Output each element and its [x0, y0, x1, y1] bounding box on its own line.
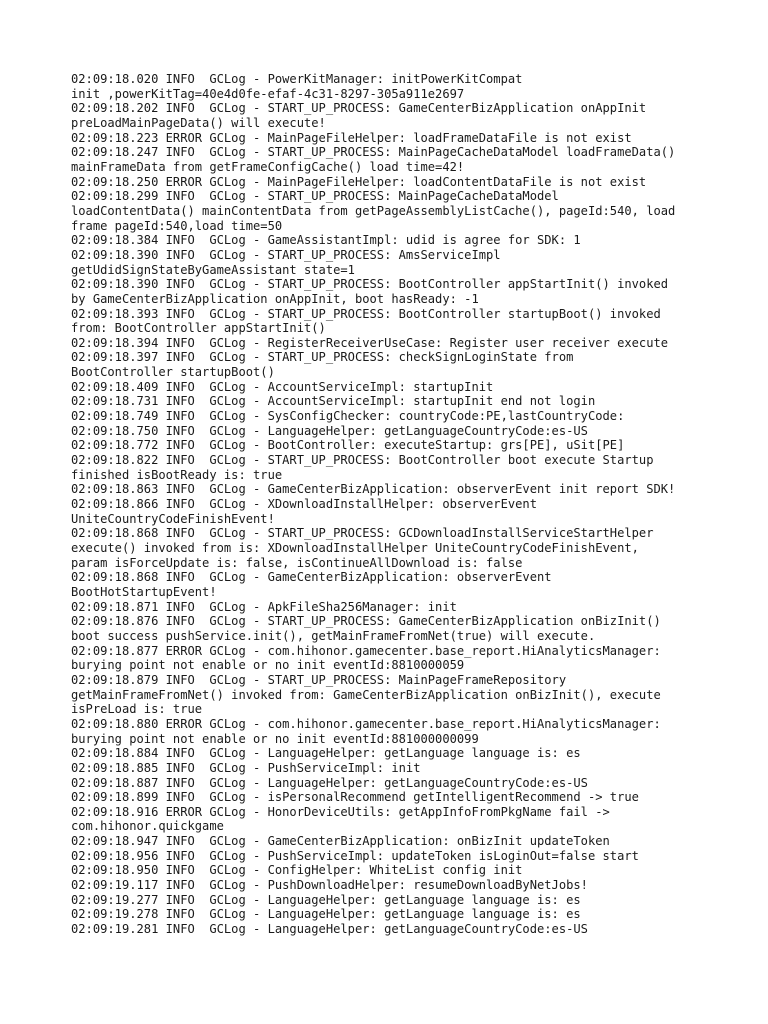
log-line: 02:09:18.876 INFO GCLog - START_UP_PROCESS: GameCenterBizApplication onBizInit()	[71, 614, 661, 629]
log-line: getUdidSignStateByGameAssistant state=1	[71, 262, 355, 277]
log-line: UniteCountryCodeFinishEvent!	[71, 511, 275, 526]
log-line: 02:09:19.278 INFO GCLog - LanguageHelper: getLanguage language is: es	[71, 907, 581, 922]
log-line: 02:09:18.884 INFO GCLog - LanguageHelper: getLanguage language is: es	[71, 746, 581, 761]
log-line: 02:09:18.868 INFO GCLog - START_UP_PROCESS: GCDownloadInstallServiceStartHelper	[71, 526, 654, 541]
log-line: 02:09:18.750 INFO GCLog - LanguageHelper: getLanguageCountryCode:es-US	[71, 423, 588, 438]
log-line: mainFrameData from getFrameConfigCache() load time=42!	[71, 159, 465, 174]
log-line: by GameCenterBizApplication onAppInit, boot hasReady: -1	[71, 291, 479, 306]
log-line: 02:09:18.731 INFO GCLog - AccountServiceImpl: startupInit end not login	[71, 394, 596, 409]
log-line: 02:09:18.390 INFO GCLog - START_UP_PROCESS: AmsServiceImpl	[71, 247, 501, 262]
log-line: param isForceUpdate is: false, isContinueAllDownload is: false	[71, 555, 523, 570]
log-line: 02:09:18.868 INFO GCLog - GameCenterBizApplication: observerEvent	[71, 570, 552, 585]
log-line: 02:09:18.202 INFO GCLog - START_UP_PROCESS: GameCenterBizApplication onAppInit	[71, 101, 647, 116]
log-line: 02:09:18.885 INFO GCLog - PushServiceImpl: init	[71, 760, 421, 775]
log-line: 02:09:18.247 INFO GCLog - START_UP_PROCESS: MainPageCacheDataModel loadFrameData()	[71, 145, 676, 160]
log-line: 02:09:18.772 INFO GCLog - BootController: executeStartup: grs[PE], uSit[PE]	[71, 438, 625, 453]
log-line: getMainFrameFromNet() invoked from: GameCenterBizApplication onBizInit(), execute	[71, 687, 661, 702]
log-line: 02:09:18.950 INFO GCLog - ConfigHelper: WhiteList config init	[71, 863, 523, 878]
log-document	[71, 72, 711, 937]
log-line: 02:09:18.390 INFO GCLog - START_UP_PROCESS: BootController appStartInit() invoked	[71, 277, 669, 292]
log-line: 02:09:19.117 INFO GCLog - PushDownloadHelper: resumeDownloadByNetJobs!	[71, 878, 588, 893]
log-line: finished isBootReady is: true	[71, 467, 283, 482]
log-lines	[71, 72, 711, 937]
log-line: 02:09:18.749 INFO GCLog - SysConfigChecker: countryCode:PE,lastCountryCode:	[71, 409, 625, 424]
log-line: preLoadMainPageData() will execute!	[71, 115, 326, 130]
log-line: 02:09:18.879 INFO GCLog - START_UP_PROCESS: MainPageFrameRepository	[71, 672, 567, 687]
log-line: 02:09:18.866 INFO GCLog - XDownloadInstallHelper: observerEvent	[71, 497, 537, 512]
log-line: loadContentData() mainContentData from getPageAssemblyListCache(), pageId:540, load	[71, 203, 676, 218]
log-line: execute() invoked from is: XDownloadInstallHelper UniteCountryCodeFinishEvent,	[71, 541, 639, 555]
log-line: 02:09:18.880 ERROR GCLog - com.hihonor.gamecenter.base_report.HiAnalyticsManager:	[71, 716, 661, 731]
log-line: com.hihonor.quickgame	[71, 819, 224, 834]
log-line: 02:09:18.956 INFO GCLog - PushServiceImpl: updateToken isLoginOut=false start	[71, 848, 639, 863]
log-line: 02:09:18.899 INFO GCLog - isPersonalRecommend getIntelligentRecommend -> true	[71, 790, 639, 805]
log-line: 02:09:18.887 INFO GCLog - LanguageHelper: getLanguageCountryCode:es-US	[71, 775, 588, 790]
log-line: 02:09:18.822 INFO GCLog - START_UP_PROCESS: BootController boot execute Startup	[71, 453, 654, 468]
log-line: 02:09:18.393 INFO GCLog - START_UP_PROCESS: BootController startupBoot() invoked	[71, 306, 661, 321]
log-line: BootHotStartupEvent!	[71, 584, 217, 599]
log-line: 02:09:19.281 INFO GCLog - LanguageHelper: getLanguageCountryCode:es-US	[71, 922, 588, 937]
log-line: from: BootController appStartInit()	[71, 321, 326, 336]
log-line: 02:09:18.871 INFO GCLog - ApkFileSha256Manager: init	[71, 599, 457, 614]
log-line: isPreLoad is: true	[71, 702, 203, 717]
log-line: boot success pushService.init(), getMainFrameFromNet(true) will execute.	[71, 628, 596, 643]
log-line: burying point not enable or no init eventId:881000000099	[71, 731, 479, 746]
log-line: 02:09:18.947 INFO GCLog - GameCenterBizApplication: onBizInit updateToken	[71, 834, 610, 849]
log-line: frame pageId:540,load time=50	[71, 218, 283, 233]
log-line: init ,powerKitTag=40e4d0fe-efaf-4c31-8297-305a911e2697	[71, 86, 465, 101]
log-line: 02:09:18.877 ERROR GCLog - com.hihonor.gamecenter.base_report.HiAnalyticsManager:	[71, 643, 661, 658]
log-line: 02:09:18.394 INFO GCLog - RegisterReceiverUseCase: Register user receiver execute	[71, 335, 669, 350]
log-line: 02:09:18.020 INFO GCLog - PowerKitManager: initPowerKitCompat	[71, 72, 523, 86]
log-line: 02:09:18.250 ERROR GCLog - MainPageFileHelper: loadContentDataFile is not exist	[71, 174, 647, 189]
log-line: burying point not enable or no init eventId:8810000059	[71, 658, 465, 673]
log-line: 02:09:19.277 INFO GCLog - LanguageHelper: getLanguage language is: es	[71, 892, 581, 907]
log-line: 02:09:18.223 ERROR GCLog - MainPageFileHelper: loadFrameDataFile is not exist	[71, 130, 632, 145]
log-line: 02:09:18.916 ERROR GCLog - HonorDeviceUtils: getAppInfoFromPkgName fail ->	[71, 804, 610, 819]
log-line: 02:09:18.863 INFO GCLog - GameCenterBizApplication: observerEvent init report SDK!	[71, 482, 676, 497]
log-line: BootController startupBoot()	[71, 365, 275, 380]
log-line: 02:09:18.384 INFO GCLog - GameAssistantImpl: udid is agree for SDK: 1	[71, 233, 581, 248]
log-line: 02:09:18.299 INFO GCLog - START_UP_PROCESS: MainPageCacheDataModel	[71, 189, 559, 204]
log-line: 02:09:18.397 INFO GCLog - START_UP_PROCESS: checkSignLoginState from	[71, 350, 574, 365]
log-line: 02:09:18.409 INFO GCLog - AccountServiceImpl: startupInit	[71, 379, 494, 394]
